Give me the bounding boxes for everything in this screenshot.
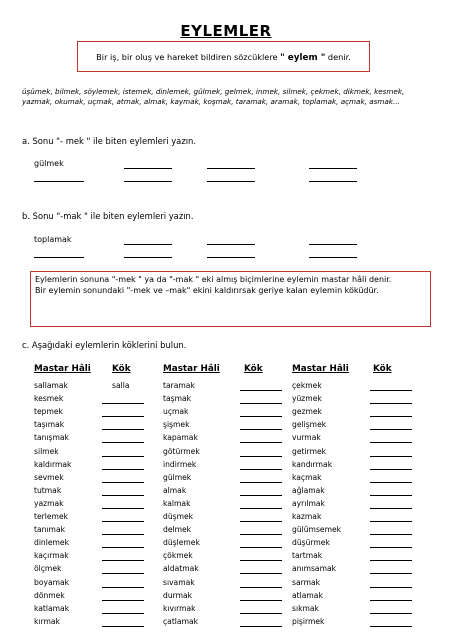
verb-mastar-2-4: şişmek: [163, 420, 190, 430]
verb-mastar-2-2: taşmak: [163, 394, 192, 404]
section-b-heading: b. Sonu "-mak " ile biten eylemleri yazın.: [22, 211, 194, 221]
verb-mastar-1-12: tanımak: [34, 525, 66, 535]
verb-mastar-1-9: tutmak: [34, 485, 62, 495]
verb-mastar-3-5: vurmak: [292, 433, 321, 443]
root-answer-blank[interactable]: [370, 495, 412, 496]
root-answer-blank[interactable]: [240, 587, 282, 588]
verb-mastar-3-19: pişirmek: [292, 616, 325, 626]
section-a-heading: a. Sonu "- mek " ile biten eylemleri yazın.: [22, 136, 197, 146]
section-b-answer-blank[interactable]: [34, 257, 84, 258]
root-answer-blank[interactable]: [102, 626, 144, 627]
verb-mastar-2-10: kalmak: [163, 498, 191, 508]
verb-mastar-3-7: kandırmak: [292, 459, 333, 469]
section-a-answer-blank[interactable]: [34, 181, 84, 182]
root-answer-blank[interactable]: [370, 587, 412, 588]
verb-mastar-2-7: indirmek: [163, 459, 197, 469]
section-a-example-word: gülmek: [34, 159, 64, 168]
verb-mastar-1-18: katlamak: [34, 603, 70, 613]
section-a-answer-blank[interactable]: [124, 181, 172, 182]
root-answer-blank[interactable]: [102, 403, 144, 404]
col2-mastar-header: Mastar Hâli: [163, 364, 220, 374]
root-answer-blank[interactable]: [102, 521, 144, 522]
verb-mastar-3-3: gezmek: [292, 407, 322, 417]
verb-mastar-3-6: getirmek: [292, 446, 327, 456]
root-answer-blank[interactable]: [370, 482, 412, 483]
section-a-answer-blank[interactable]: [207, 168, 255, 169]
verb-mastar-2-5: kapamak: [163, 433, 198, 443]
root-answer-blank[interactable]: [370, 429, 412, 430]
root-answer-blank[interactable]: [102, 495, 144, 496]
root-answer-blank[interactable]: [102, 508, 144, 509]
root-answer-blank[interactable]: [102, 547, 144, 548]
root-answer-blank[interactable]: [370, 547, 412, 548]
root-answer-blank[interactable]: [240, 456, 282, 457]
verb-mastar-3-10: ayrılmak: [292, 498, 325, 508]
root-answer-blank[interactable]: [240, 521, 282, 522]
verb-mastar-3-13: düşürmek: [292, 538, 330, 548]
definition-box: [77, 41, 370, 72]
verb-mastar-2-3: uçmak: [163, 407, 189, 417]
section-a-answer-blank[interactable]: [309, 181, 357, 182]
root-answer-blank[interactable]: [240, 547, 282, 548]
verb-mastar-1-10: yazmak: [34, 498, 64, 508]
root-answer-blank[interactable]: [240, 560, 282, 561]
verb-word-list: üşümek, bilmek, söylemek, istemek, dinlemek, gülmek, gelmek, inmek, silmek, çekmek, dikmek, kesmek, yazmak, okumak, uçmak, atmak, almak, kaymak, koşmak, taramak, aramak, toplamak, açmak, asmak…: [22, 87, 405, 107]
verb-mastar-1-2: kesmek: [34, 394, 64, 404]
col1-mastar-header: Mastar Hâli: [34, 364, 91, 374]
verb-mastar-3-4: gelişmek: [292, 420, 327, 430]
section-a-answer-blank[interactable]: [309, 168, 357, 169]
root-answer-blank[interactable]: [240, 416, 282, 417]
verb-mastar-3-12: gülümsemek: [292, 525, 342, 535]
root-answer-blank[interactable]: [102, 600, 144, 601]
col2-kok-header: Kök: [244, 364, 263, 374]
section-a-answer-blank[interactable]: [124, 168, 172, 169]
verb-mastar-1-13: dinlemek: [34, 538, 69, 548]
root-answer-blank[interactable]: [102, 613, 144, 614]
verb-mastar-1-19: kırmak: [34, 616, 60, 626]
root-answer-blank[interactable]: [370, 626, 412, 627]
root-answer-blank[interactable]: [240, 469, 282, 470]
root-answer-blank[interactable]: [240, 403, 282, 404]
verb-mastar-1-4: taşımak: [34, 420, 65, 430]
section-a-answer-blank[interactable]: [207, 181, 255, 182]
verb-mastar-2-19: çatlamak: [163, 616, 199, 626]
verb-mastar-2-16: sıvamak: [163, 577, 195, 587]
root-answer-blank[interactable]: [370, 390, 412, 391]
section-b-answer-blank[interactable]: [207, 244, 255, 245]
section-b-answer-blank[interactable]: [309, 257, 357, 258]
section-b-example-word: toplamak: [34, 235, 72, 244]
root-answer-blank[interactable]: [370, 469, 412, 470]
page-title: EYLEMLER: [180, 22, 272, 40]
col3-mastar-header: Mastar Hâli: [292, 364, 349, 374]
col3-kok-header: Kök: [373, 364, 392, 374]
verb-mastar-2-6: götürmek: [163, 446, 200, 456]
verb-mastar-3-14: tartmak: [292, 551, 323, 561]
section-b-answer-blank[interactable]: [124, 244, 172, 245]
verb-mastar-2-12: delmek: [163, 525, 192, 535]
verb-mastar-1-7: kaldırmak: [34, 459, 72, 469]
root-answer-blank[interactable]: [370, 403, 412, 404]
example-root: salla: [112, 381, 130, 390]
root-answer-blank[interactable]: [102, 416, 144, 417]
root-answer-blank[interactable]: [370, 521, 412, 522]
section-b-answer-blank[interactable]: [309, 244, 357, 245]
definition-term: " eylem ": [280, 53, 326, 63]
root-answer-blank[interactable]: [102, 587, 144, 588]
definition-text-before: Bir iş, bir oluş ve hareket bildiren sözcüklere: [96, 52, 281, 62]
root-answer-blank[interactable]: [240, 482, 282, 483]
root-answer-blank[interactable]: [240, 508, 282, 509]
root-answer-blank[interactable]: [370, 416, 412, 417]
verb-mastar-3-9: ağlamak: [292, 485, 325, 495]
verb-mastar-1-5: tanışmak: [34, 433, 69, 443]
verb-mastar-3-11: kazmak: [292, 512, 322, 521]
verb-mastar-3-1: çekmek: [292, 381, 322, 390]
verb-mastar-2-14: çökmek: [163, 551, 193, 561]
verb-mastar-3-8: kaçmak: [292, 472, 322, 482]
verb-mastar-3-17: atlamak: [292, 590, 323, 600]
root-answer-blank[interactable]: [370, 534, 412, 535]
root-answer-blank[interactable]: [102, 442, 144, 443]
root-answer-blank[interactable]: [240, 613, 282, 614]
verb-mastar-1-17: dönmek: [34, 590, 65, 600]
verb-mastar-1-1: sallamak: [34, 381, 68, 390]
verb-mastar-1-8: sevmek: [34, 472, 64, 482]
verb-mastar-1-15: ölçmek: [34, 564, 62, 574]
info-mastar-definition: Eylemlerin sonuna "-mek " ya da "-mak " eki almış biçimlerine eylemin mastar hâli denir.: [35, 275, 392, 284]
root-answer-blank[interactable]: [240, 626, 282, 627]
verb-mastar-2-15: aldatmak: [163, 564, 199, 574]
info-root-definition: Bir eylemin sonundaki "-mek ve –mak" ekini kaldırırsak geriye kalan eylemin köküdür.: [35, 286, 379, 296]
root-answer-blank[interactable]: [240, 390, 282, 391]
verb-mastar-2-1: taramak: [163, 381, 195, 390]
verb-mastar-3-18: sıkmak: [292, 603, 319, 613]
verb-mastar-1-11: terlemek: [34, 512, 69, 521]
verb-mastar-3-16: sarmak: [292, 577, 321, 587]
definition-text-after: denir.: [325, 52, 351, 62]
root-answer-blank[interactable]: [370, 613, 412, 614]
section-b-answer-blank[interactable]: [207, 257, 255, 258]
verb-mastar-1-6: silmek: [34, 446, 59, 456]
root-answer-blank[interactable]: [370, 573, 412, 574]
verb-mastar-2-17: durmak: [163, 590, 193, 600]
root-answer-blank[interactable]: [240, 573, 282, 574]
root-answer-blank[interactable]: [102, 573, 144, 574]
verb-mastar-2-18: kıvırmak: [163, 603, 196, 613]
verb-mastar-3-2: yüzmek: [292, 394, 322, 404]
col1-kok-header: Kök: [112, 364, 131, 374]
verb-mastar-2-13: düşlemek: [163, 538, 200, 548]
verb-mastar-2-11: düşmek: [163, 512, 194, 521]
root-answer-blank[interactable]: [240, 600, 282, 601]
root-answer-blank[interactable]: [102, 429, 144, 430]
root-answer-blank[interactable]: [370, 442, 412, 443]
root-answer-blank[interactable]: [240, 442, 282, 443]
root-answer-blank[interactable]: [370, 508, 412, 509]
section-c-heading: c. Aşağıdaki eylemlerin köklerini bulun.: [22, 340, 187, 350]
info-box: [30, 271, 431, 327]
root-answer-blank[interactable]: [370, 560, 412, 561]
root-answer-blank[interactable]: [240, 429, 282, 430]
root-answer-blank[interactable]: [102, 482, 144, 483]
verb-mastar-1-14: kaçırmak: [34, 551, 69, 561]
root-answer-blank[interactable]: [102, 534, 144, 535]
verb-mastar-3-15: anımsamak: [292, 564, 337, 574]
verb-mastar-1-16: boyamak: [34, 577, 70, 587]
root-answer-blank[interactable]: [102, 469, 144, 470]
root-answer-blank[interactable]: [370, 456, 412, 457]
root-answer-blank[interactable]: [370, 600, 412, 601]
root-answer-blank[interactable]: [102, 456, 144, 457]
verb-mastar-1-3: tepmek: [34, 407, 63, 417]
root-answer-blank[interactable]: [240, 495, 282, 496]
root-answer-blank[interactable]: [240, 534, 282, 535]
verb-mastar-2-8: gülmek: [163, 472, 192, 482]
root-answer-blank[interactable]: [102, 560, 144, 561]
verb-mastar-2-9: almak: [163, 485, 187, 495]
section-b-answer-blank[interactable]: [124, 257, 172, 258]
